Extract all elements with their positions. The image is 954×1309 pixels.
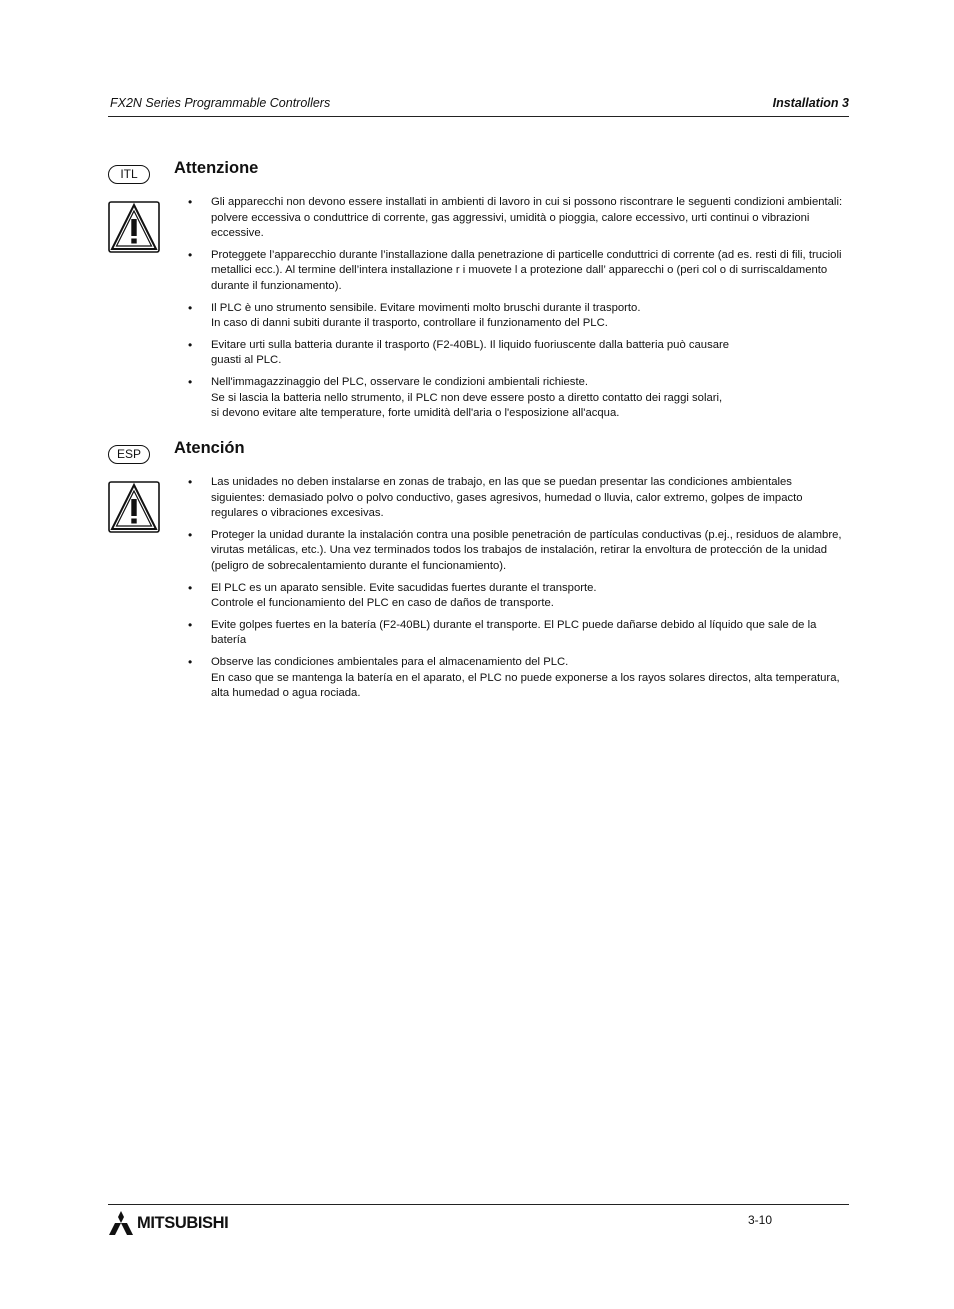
page-header <box>108 94 849 117</box>
warning-exclamation-icon <box>108 201 160 253</box>
logo-text: MITSUBISHI <box>137 1213 229 1232</box>
bullet-list <box>188 475 846 708</box>
list-item: • Proteggete l’apparecchio durante l’installazione dalla penetrazione di particelle conduttrici di corrente (ad es. resti di fili, trucioli metallici ecc.). Al termine dell’intera installazione r i muovete l a protezione dall’ apparecchi o (peri col o di surriscaldamento durante il funzionamento). <box>188 248 846 295</box>
page-footer <box>108 1204 849 1232</box>
section-title: Atención <box>174 439 245 457</box>
mitsubishi-logo <box>108 1211 228 1235</box>
warning-exclamation-icon <box>108 481 160 533</box>
page-number: 3-10 <box>747 1213 772 1227</box>
list-item: • El PLC es un aparato sensible. Evite sacudidas fuertes durante el transporte. Controle el funcionamiento del PLC en caso de daños de transporte. <box>188 581 846 612</box>
language-badge-esp: ESP <box>108 445 150 464</box>
list-item: • Nell'immagazzinaggio del PLC, osservare le condizioni ambientali richieste. Se si lascia la batteria nello strumento, il PLC non deve essere posto a diretto contatto dei raggi solari, si devono evitare alte temperature, forte umidità dell'aria o l'esposizione all'acqua. <box>188 375 846 422</box>
bullet-list <box>188 195 846 428</box>
header-chapter-title: Installation 3 <box>772 96 849 110</box>
header-document-title: FX2N Series Programmable Controllers <box>110 96 331 110</box>
list-item: • Las unidades no deben instalarse en zonas de trabajo, en las que se puedan presentar las condiciones ambientales siguientes: demasiado polvo o polvo conductivo, gases agresivos, humedad o lluvia, calor extremo, golpes de impacto regulares o vibraciones excesivas. <box>188 475 846 522</box>
list-item: • Observe las condiciones ambientales para el almacenamiento del PLC. En caso que se mantenga la batería en el aparato, el PLC no puede exponerse a los rayos solares directos, alta temperatura, alta humedad o agua rociada. <box>188 655 846 702</box>
language-badge-itl: ITL <box>108 165 150 184</box>
list-item: • Evite golpes fuertes en la batería (F2-40BL) durante el transporte. El PLC puede dañarse debido al líquido que sale de la batería <box>188 618 846 649</box>
list-item: • Gli apparecchi non devono essere installati in ambienti di lavoro in cui si possono riscontrare le seguenti condizioni ambientali: polvere eccessiva o conduttrice di corrente, gas aggressivi, umidità o pioggia, calore eccessivo, urti continui o vibrazioni eccessive. <box>188 195 846 242</box>
list-item: • Il PLC è uno strumento sensibile. Evitare movimenti molto bruschi durante il trasporto. In caso di danni subiti durante il trasporto, controllare il funzionamento del PLC. <box>188 301 846 332</box>
mitsubishi-three-diamonds-icon <box>108 1211 134 1235</box>
list-item: • Evitare urti sulla batteria durante il trasporto (F2-40BL). Il liquido fuoriuscente dalla batteria può causare guasti al PLC. <box>188 338 846 369</box>
list-item: • Proteger la unidad durante la instalación contra una posible penetración de partículas conductivas (p.ej., residuos de alambre, virutas metálicas, etc.). Una vez terminados todos los trabajos de instalación, retirar la envoltura de protección de la unidad (peligro de sobrecalentamiento durante el funcionamiento). <box>188 528 846 575</box>
section-title: Attenzione <box>174 159 259 177</box>
